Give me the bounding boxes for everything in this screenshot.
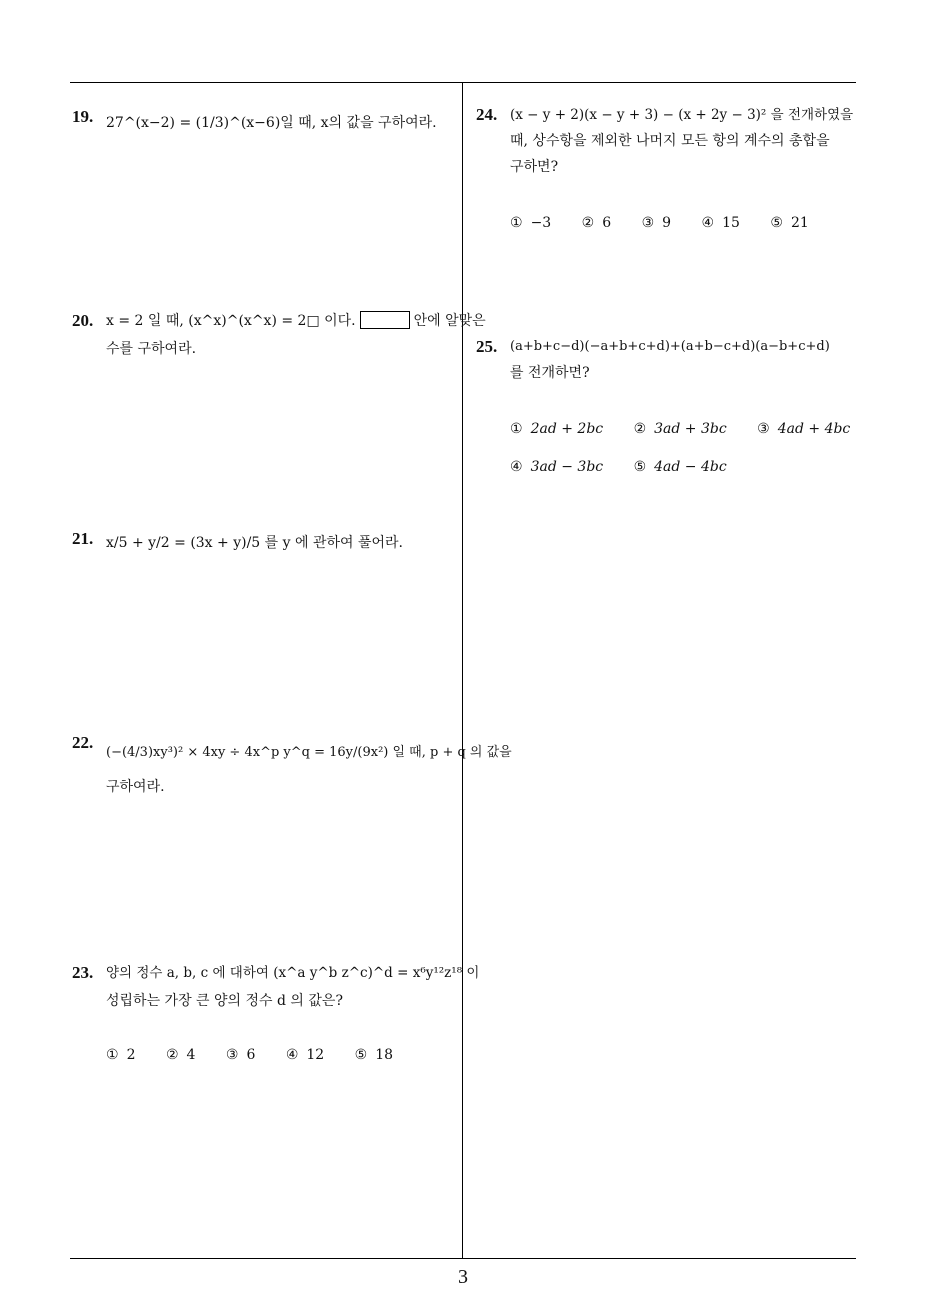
choice-1[interactable]: ① 2 [106, 1047, 136, 1063]
question-text: 27^(x−2) = (1/3)^(x−6)일 때, x의 값을 구하여라. [106, 115, 437, 131]
choice-1[interactable]: ① 2ad + 2bc [510, 421, 604, 437]
question-number: 21. [72, 529, 94, 548]
question-text: 양의 정수 a, b, c 에 대하여 (x^a y^b z^c)^d = x⁶y¹²z¹⁸ 이 [106, 965, 480, 981]
question-number: 20. [72, 311, 94, 330]
question-text: x = 2 일 때, (x^x)^(x^x) = 2□ 이다. [106, 313, 356, 329]
question-text-line3: 구하면? [510, 159, 559, 175]
choice-3[interactable]: ③ 9 [641, 215, 672, 231]
choice-4[interactable]: ④ 12 [285, 1047, 325, 1063]
question-text: (a+b+c−d)(−a+b+c+d)+(a+b−c+d)(a−b+c+d) [510, 339, 830, 354]
column-divider [462, 82, 463, 1258]
question-text-line2: 를 전개하면? [510, 365, 590, 381]
question-text-line2: 성립하는 가장 큰 양의 정수 d 의 값은? [106, 993, 343, 1009]
question-text: (−(4/3)xy³)² × 4xy ÷ 4x^p y^q = 16y/(9x²) 일 때, p + q 의 값을 [106, 745, 512, 760]
choice-3[interactable]: ③ 4ad + 4bc [757, 421, 851, 437]
choice-5[interactable]: ⑤ 21 [770, 215, 809, 231]
question-number: 23. [72, 963, 94, 982]
choice-4[interactable]: ④ 3ad − 3bc [510, 459, 604, 475]
choice-2[interactable]: ② 4 [165, 1047, 196, 1063]
answer-choices [510, 210, 835, 236]
answer-choices-row2 [510, 454, 753, 480]
question-text: x/5 + y/2 = (3x + y)/5 를 y 에 관하여 풀어라. [106, 535, 404, 551]
choice-5[interactable]: ⑤ 4ad − 4bc [633, 459, 727, 475]
question-number: 19. [72, 107, 94, 126]
answer-blank-box [360, 311, 410, 329]
choice-2[interactable]: ② 3ad + 3bc [633, 421, 727, 437]
question-text-line2: 수를 구하여라. [106, 341, 197, 357]
question-number: 24. [476, 105, 498, 124]
question-text-line2: 구하여라. [106, 779, 165, 795]
answer-choices-row1 [510, 416, 876, 442]
question-number: 25. [476, 337, 498, 356]
choice-4[interactable]: ④ 15 [701, 215, 740, 231]
bottom-rule [70, 1258, 856, 1259]
question-text-tail: 안에 알맞은 [413, 313, 486, 329]
choice-2[interactable]: ② 6 [581, 215, 612, 231]
answer-choices [106, 1042, 419, 1068]
choice-3[interactable]: ③ 6 [225, 1047, 256, 1063]
question-text-line2: 때, 상수항을 제외한 나머지 모든 항의 계수의 총합을 [510, 133, 830, 149]
page-number: 3 [458, 1266, 468, 1288]
question-number: 22. [72, 733, 94, 752]
choice-5[interactable]: ⑤ 18 [354, 1047, 394, 1063]
question-text: (x − y + 2)(x − y + 3) − (x + 2y − 3)² 을 전개하였을 [510, 107, 854, 123]
choice-1[interactable]: ① −3 [510, 215, 552, 231]
top-rule [70, 82, 856, 83]
